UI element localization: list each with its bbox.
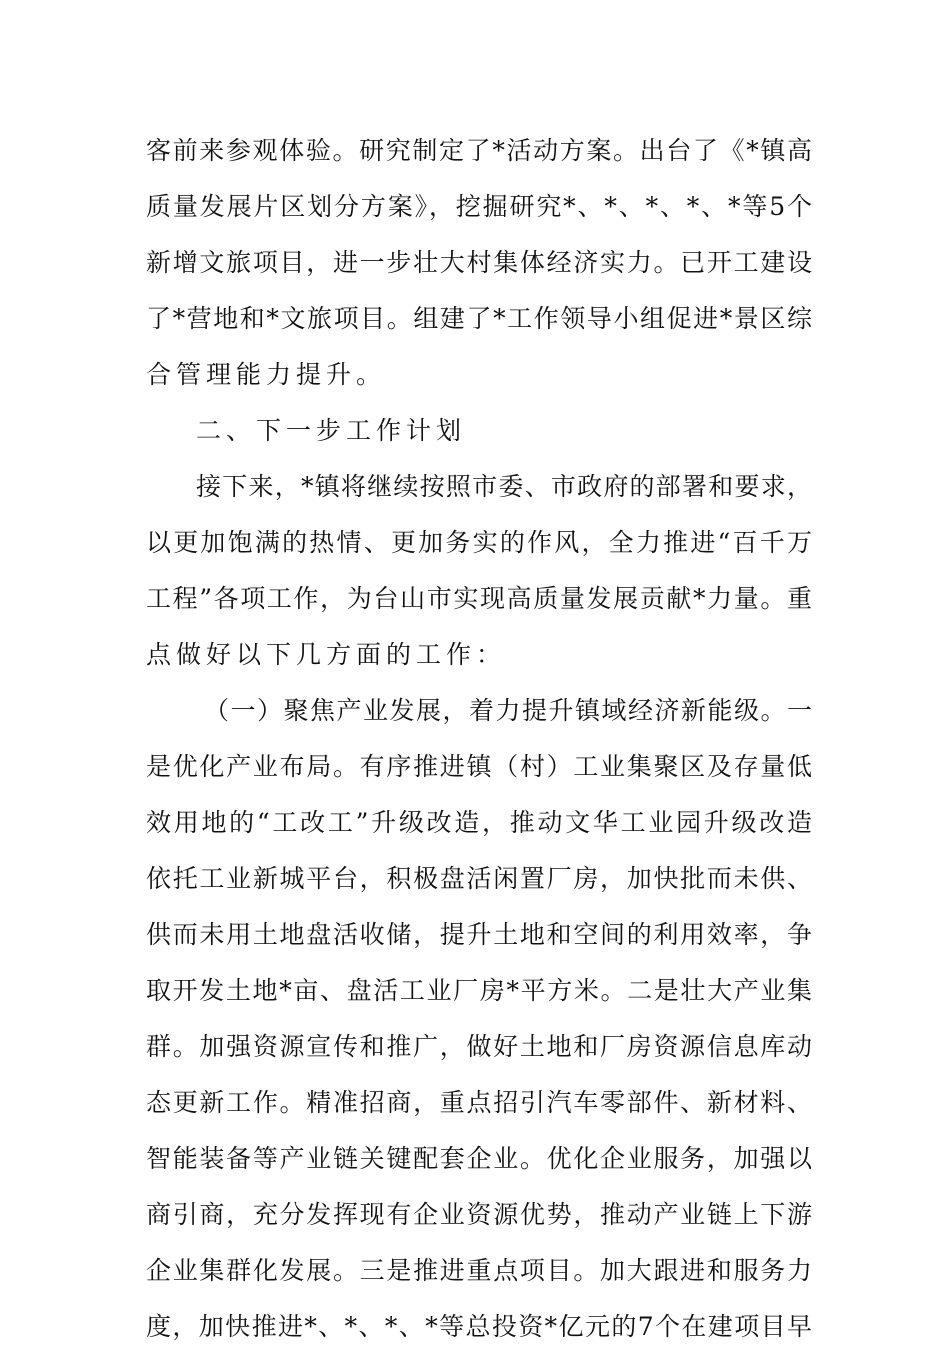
paragraph-line: 度，加快推进*、*、*、*等总投资*亿元的7个在建项目早 [146, 1312, 812, 1341]
paragraph-line: 以更加饱满的热情、更加务实的作风，全力推进“百千万 [146, 528, 812, 557]
paragraph-line: 合管理能力提升。 [146, 360, 387, 389]
paragraph-line: 效用地的“工改工”升级改造，推动文华工业园升级改造 [146, 808, 812, 837]
paragraph-line: 取开发土地*亩、盘活工业厂房*平方米。二是壮大产业集 [146, 976, 812, 1005]
paragraph-line: 群。加强资源宣传和推广，做好土地和厂房资源信息库动 [146, 1032, 812, 1061]
paragraph-line: 点做好以下几方面的工作： [146, 640, 507, 669]
paragraph-line: 企业集群化发展。三是推进重点项目。加大跟进和服务力 [146, 1256, 812, 1285]
paragraph-line: 供而未用土地盘活收储，提升土地和空间的利用效率，争 [146, 920, 812, 949]
paragraph-line: 质量发展片区划分方案》，挖掘研究*、*、*、*、*等5个 [146, 192, 812, 221]
paragraph-line: 接下来，*镇将继续按照市委、市政府的部署和要求， [196, 472, 812, 501]
paragraph-line: 了*营地和*文旅项目。组建了*工作领导小组促进*景区综 [146, 304, 812, 333]
document-body [146, 123, 812, 1355]
paragraph-line: 工程”各项工作，为台山市实现高质量发展贡献*力量。重 [146, 584, 812, 613]
paragraph-line: 客前来参观体验。研究制定了*活动方案。出台了《*镇高 [146, 136, 812, 165]
paragraph-line: 智能装备等产业链关键配套企业。优化企业服务，加强以 [146, 1144, 812, 1173]
section-heading: 二、下一步工作计划 [196, 416, 467, 445]
paragraph-line: 依托工业新城平台，积极盘活闲置厂房，加快批而未供、 [146, 864, 812, 893]
paragraph-line: 新增文旅项目，进一步壮大村集体经济实力。已开工建设 [146, 248, 812, 277]
subsection-heading-line: （一）聚焦产业发展，着力提升镇域经济新能级。一 [204, 696, 812, 725]
paragraph-line: 态更新工作。精准招商，重点招引汽车零部件、新材料、 [146, 1088, 812, 1117]
paragraph-line: 商引商，充分发挥现有企业资源优势，推动产业链上下游 [146, 1200, 812, 1229]
paragraph-line: 是优化产业布局。有序推进镇（村）工业集聚区及存量低 [146, 752, 812, 781]
